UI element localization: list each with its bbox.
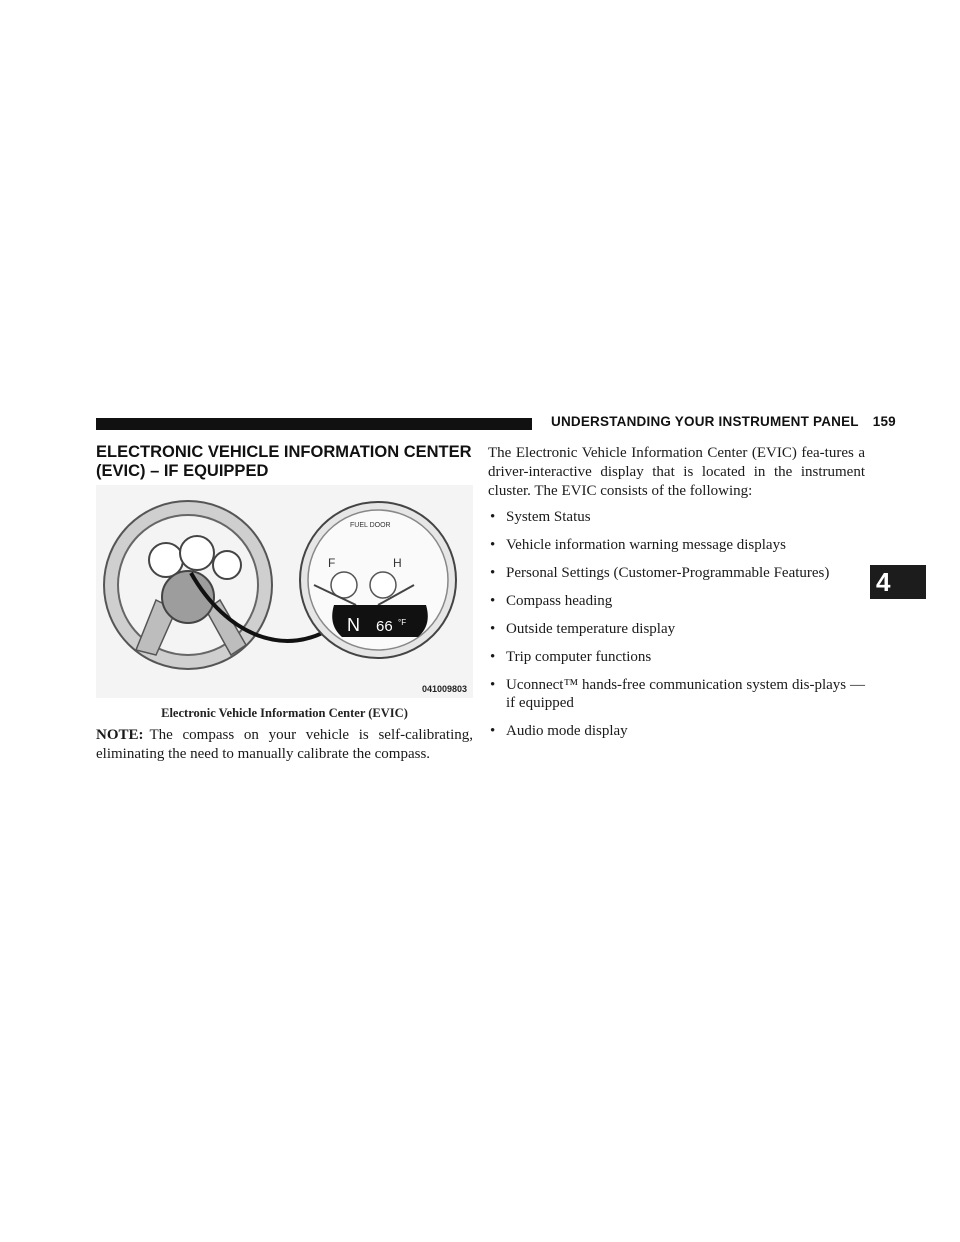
evic-figure	[96, 485, 473, 698]
page-number: 159	[872, 414, 896, 429]
figure-caption: Electronic Vehicle Information Center (EVIC)	[161, 706, 408, 720]
svg-text:F: F	[328, 556, 336, 570]
note-paragraph	[96, 726, 473, 764]
note-text: The compass on your vehicle is self-calibrating, eliminating the need to manually calibrate the compass.	[96, 727, 473, 762]
display-unit: °F	[398, 618, 407, 627]
display-temp: 66	[376, 618, 393, 635]
svg-text:H: H	[393, 556, 402, 570]
gauge-label: FUEL DOOR	[350, 522, 391, 529]
list-item: • Uconnect™ hands-free communication system dis-plays — if equipped	[490, 677, 865, 711]
feature-list	[488, 508, 865, 750]
evic-illustration	[96, 485, 473, 698]
running-title: UNDERSTANDING YOUR INSTRUMENT PANEL	[551, 414, 859, 429]
list-item: • Trip computer functions	[490, 649, 652, 665]
note-label: NOTE:	[96, 727, 144, 743]
list-item: • Compass heading	[490, 593, 613, 609]
list-item: • Outside temperature display	[490, 621, 676, 637]
display-heading: N	[347, 615, 360, 635]
figure-code: 041009803	[421, 684, 467, 694]
list-item: • System Status	[490, 509, 591, 525]
list-item: • Personal Settings (Customer-Programmable Features)	[490, 565, 830, 581]
running-header	[551, 414, 896, 429]
chapter-tab: 4	[870, 565, 926, 599]
list-item: • Audio mode display	[490, 723, 628, 739]
intro-paragraph: The Electronic Vehicle Information Center (EVIC) fea-tures a driver-interactive display that is located in the instrument cluster. The EVIC consists of the following:	[488, 445, 865, 499]
list-item: • Vehicle information warning message displays	[490, 537, 786, 553]
section-title: ELECTRONIC VEHICLE INFORMATION CENTER (EVIC) – IF EQUIPPED	[96, 443, 472, 480]
header-rule	[96, 418, 532, 430]
